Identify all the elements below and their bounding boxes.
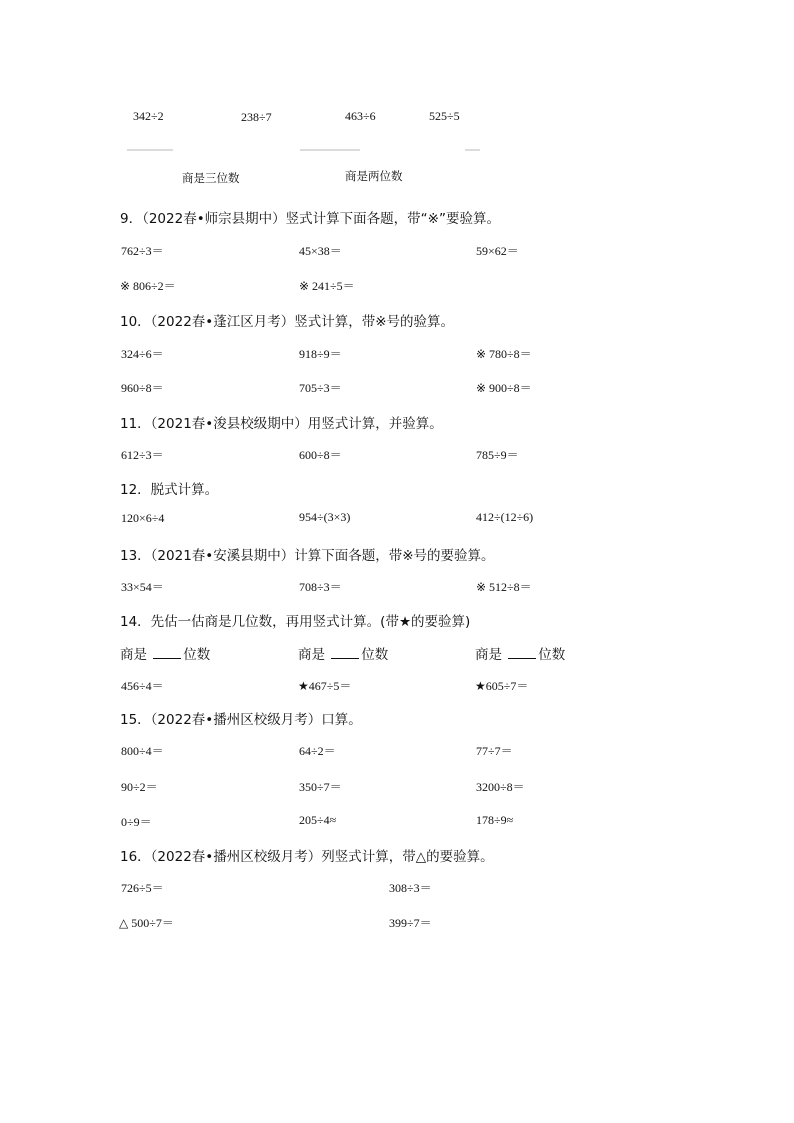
q13-item: 708÷3＝: [299, 580, 342, 594]
sort-line: [127, 149, 173, 151]
q13-item: 33×54＝: [121, 580, 164, 594]
strip-expr-2: 238÷7: [241, 110, 272, 124]
estimate-suffix: 位数: [183, 647, 211, 663]
strip-label-two-digit: 商是两位数: [345, 169, 403, 183]
q10-item: ※ 780÷8＝: [476, 347, 532, 361]
q15-item: 77÷7＝: [476, 744, 513, 758]
question-13-title: 13．（2021春•安溪县期中）计算下面各题，带※号的要验算。: [120, 548, 495, 564]
strip-expr-3: 463÷6: [345, 109, 376, 123]
q11-item: 600÷8＝: [299, 448, 342, 462]
q10-item: 960÷8＝: [121, 381, 164, 395]
q12-item: 954÷(3×3): [299, 510, 351, 524]
q10-item: 324÷6＝: [121, 347, 164, 361]
answer-blank[interactable]: [508, 646, 536, 659]
q14-item: ★467÷5＝: [298, 679, 352, 693]
q15-item: 64÷2＝: [299, 744, 336, 758]
q9-item: ※ 806÷2＝: [120, 279, 176, 293]
answer-blank[interactable]: [331, 646, 359, 659]
strip-label-three-digit: 商是三位数: [182, 171, 240, 185]
estimate-prefix: 商是: [475, 647, 502, 663]
q10-item: 705÷3＝: [299, 381, 342, 395]
question-12-title: 12．脱式计算。: [120, 482, 219, 498]
q11-item: 612÷3＝: [121, 448, 164, 462]
estimate-suffix: 位数: [361, 647, 389, 663]
strip-expr-1: 342÷2: [133, 109, 164, 123]
answer-blank[interactable]: [153, 646, 181, 659]
q15-item: 205÷4≈: [299, 813, 337, 827]
q15-item: 90÷2＝: [121, 780, 158, 794]
q16-item: 399÷7＝: [389, 916, 432, 930]
estimate-prefix: 商是: [298, 647, 325, 663]
q12-item: 120×6÷4: [121, 511, 165, 525]
sort-line: [465, 149, 480, 151]
q14-item: 456÷4＝: [121, 679, 164, 693]
q14-estimate-3: [475, 643, 565, 663]
q16-item: 726÷5＝: [121, 881, 164, 895]
q9-item: 762÷3＝: [121, 244, 164, 258]
q14-item: ★605÷7＝: [475, 679, 529, 693]
q10-item: ※ 900÷8＝: [476, 381, 532, 395]
sort-line: [300, 149, 360, 151]
q13-item: ※ 512÷8＝: [476, 580, 532, 594]
q16-item: 308÷3＝: [389, 881, 432, 895]
q15-item: 800÷4＝: [121, 744, 164, 758]
q10-item: 918÷9＝: [299, 347, 342, 361]
q9-item: 59×62＝: [476, 244, 519, 258]
question-11-title: 11．（2021春•浚县校级期中）用竖式计算，并验算。: [120, 416, 443, 432]
question-14-title: 14．先估一估商是几位数，再用竖式计算。(带★的要验算): [120, 614, 471, 630]
q15-item: 3200÷8＝: [476, 780, 525, 794]
q16-item: △ 500÷7＝: [119, 916, 174, 930]
strip-expr-4: 525÷5: [429, 109, 460, 123]
question-10-title: 10．（2022春•蓬江区月考）竖式计算，带※号的验算。: [120, 314, 455, 330]
q15-item: 178÷9≈: [476, 813, 514, 827]
q11-item: 785÷9＝: [476, 448, 519, 462]
q9-item: 45×38＝: [299, 244, 342, 258]
q12-item: 412÷(12÷6): [476, 510, 534, 524]
q15-item: 0÷9＝: [121, 815, 152, 829]
estimate-suffix: 位数: [538, 647, 566, 663]
q9-item: ※ 241÷5＝: [299, 279, 355, 293]
question-9-title: 9．（2022春•师宗县期中）竖式计算下面各题，带“※”要验算。: [120, 211, 500, 227]
q14-estimate-1: [120, 643, 210, 663]
estimate-prefix: 商是: [120, 647, 147, 663]
q15-item: 350÷7＝: [299, 780, 342, 794]
question-16-title: 16．（2022春•播州区校级月考）列竖式计算，带△的要验算。: [120, 849, 494, 865]
question-15-title: 15．（2022春•播州区校级月考）口算。: [120, 712, 362, 728]
q14-estimate-2: [298, 643, 388, 663]
